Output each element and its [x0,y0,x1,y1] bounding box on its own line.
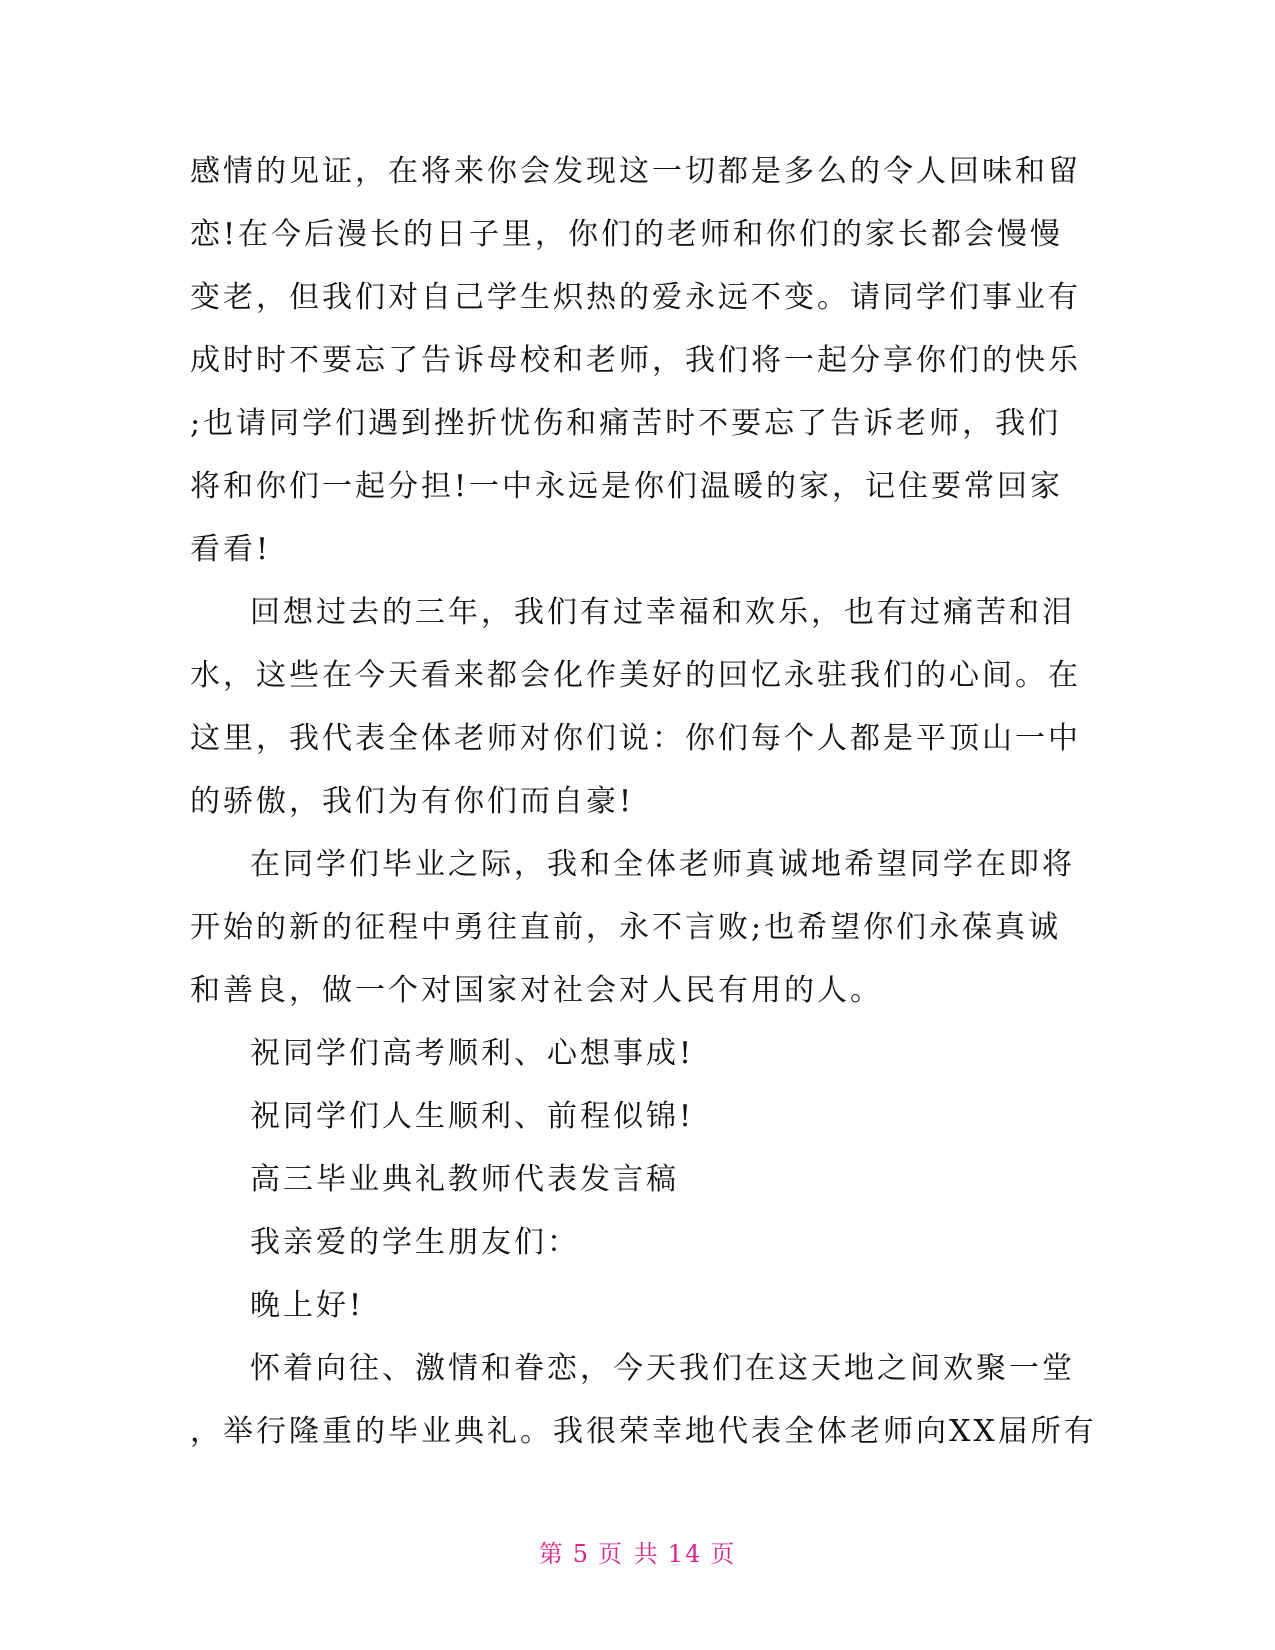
text-line: 感情的见证，在将来你会发现这一切都是多么的令人回味和留 [190,154,1081,189]
text-line: 怀着向往、激情和眷恋，今天我们在这天地之间欢聚一堂 [250,1351,1075,1386]
footer-suffix: 页 [710,1540,737,1568]
text-line: 恋!在今后漫长的日子里，你们的老师和你们的家长都会慢慢 [190,217,1064,252]
footer-prefix: 第 [538,1540,565,1568]
text-line: ，举行隆重的毕业典礼。我很荣幸地代表全体老师向XX届所有 [190,1414,1097,1449]
text-line: 的骄傲，我们为有你们而自豪! [190,784,635,819]
text-line: 成时时不要忘了告诉母校和老师，我们将一起分享你们的快乐 [190,343,1081,378]
document-body [190,140,1097,1463]
text-line: 开始的新的征程中勇往直前，永不言败;也希望你们永葆真诚 [190,910,1062,945]
text-line: 祝同学们高考顺利、心想事成! [250,1036,695,1071]
text-line: 这里，我代表全体老师对你们说：你们每个人都是平顶山一中 [190,721,1081,756]
salutation: 我亲爱的学生朋友们： [250,1225,580,1260]
section-title: 高三毕业典礼教师代表发言稿 [250,1162,679,1197]
footer-middle: 页 共 [598,1540,660,1568]
text-line: 祝同学们人生顺利、前程似锦! [250,1099,695,1134]
text-line: 和善良，做一个对国家对社会对人民有用的人。 [190,973,883,1008]
greeting: 晚上好! [250,1288,365,1323]
text-line: 将和你们一起分担!一中永远是你们温暖的家，记住要常回家 [190,469,1064,504]
text-line: 在同学们毕业之际，我和全体老师真诚地希望同学在即将 [250,847,1075,882]
text-line: 变老，但我们对自己学生炽热的爱永远不变。请同学们事业有 [190,280,1081,315]
footer-page-number: 5 [572,1540,591,1568]
text-line: 看看! [190,532,272,567]
text-line: 回想过去的三年，我们有过幸福和欢乐，也有过痛苦和泪 [250,595,1075,630]
text-line: 水，这些在今天看来都会化作美好的回忆永驻我们的心间。在 [190,658,1081,693]
footer-total-pages: 14 [667,1540,703,1568]
text-line: ;也请同学们遇到挫折忧伤和痛苦时不要忘了告诉老师，我们 [190,406,1062,441]
page-footer [0,1534,1275,1569]
